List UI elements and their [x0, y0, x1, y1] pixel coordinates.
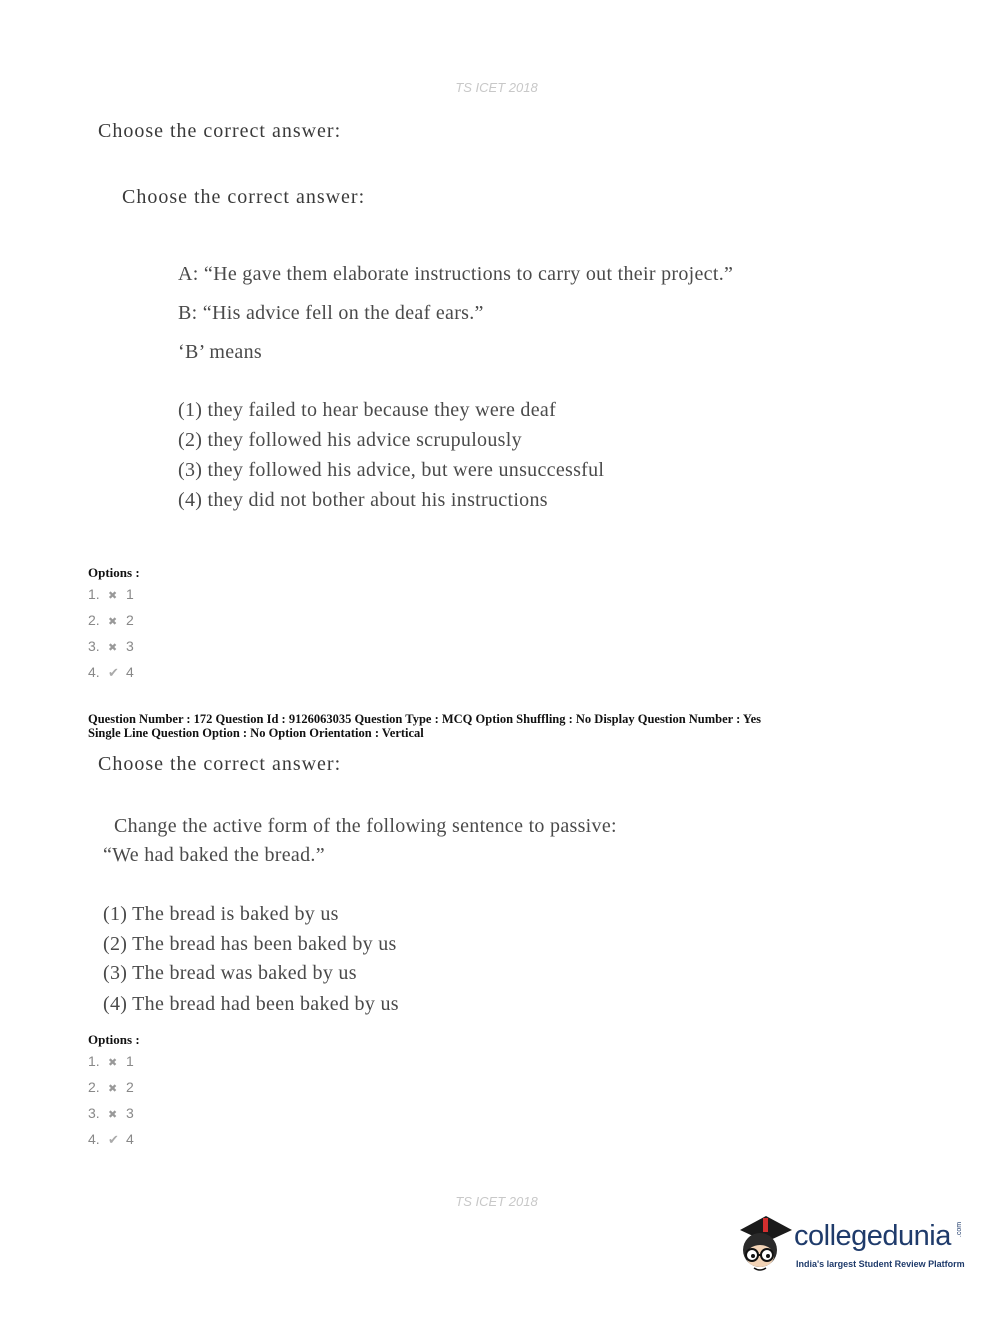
check-icon: ✔: [108, 1132, 119, 1147]
q1-option-2: [88, 610, 134, 630]
option-value: 4: [126, 1131, 134, 1147]
option-number: 3.: [88, 638, 100, 654]
option-number: 2.: [88, 1079, 100, 1095]
option-number: 3.: [88, 1105, 100, 1121]
q2-option-4: [88, 1129, 134, 1149]
q2-meta-line2: Single Line Question Option : No Option Orientation : Vertical: [88, 726, 424, 740]
q2-choice-4: (4) The bread had been baked by us: [103, 993, 399, 1015]
option-number: 1.: [88, 1053, 100, 1069]
q2-choice-3: (3) The bread was baked by us: [103, 962, 357, 984]
q2-option-3: [88, 1103, 134, 1123]
q1-choice-1: (1) they failed to hear because they were deaf: [178, 399, 557, 421]
q1-choice-3: (3) they followed his advice, but were unsuccessful: [178, 459, 605, 481]
option-value: 3: [126, 638, 134, 654]
collegedunia-logo: [736, 1212, 966, 1282]
q1-option-1: [88, 584, 134, 604]
q1-option-4: [88, 662, 134, 682]
option-number: 2.: [88, 612, 100, 628]
cross-icon: ✖: [108, 616, 118, 628]
q1-option-3: [88, 636, 134, 656]
option-number: 1.: [88, 586, 100, 602]
option-value: 2: [126, 1079, 134, 1095]
cross-icon: ✖: [108, 642, 118, 654]
q2-heading: Choose the correct answer:: [98, 753, 342, 775]
option-value: 2: [126, 612, 134, 628]
mascot-icon: [736, 1212, 794, 1282]
q2-option-1: [88, 1051, 134, 1071]
q1-choice-4: (4) they did not bother about his instructions: [178, 489, 548, 511]
q1-options-label: Options :: [88, 565, 140, 580]
q2-stem-sentence: “We had baked the bread.”: [103, 844, 325, 866]
q2-meta-line1: Question Number : 172 Question Id : 9126063035 Question Type : MCQ Option Shuffling : No Display Question Number : Yes: [88, 712, 761, 726]
logo-dotcom: .com: [956, 1221, 964, 1238]
check-icon: ✔: [108, 665, 119, 680]
option-value: 1: [126, 1053, 134, 1069]
option-value: 3: [126, 1105, 134, 1121]
cross-icon: ✖: [108, 1057, 118, 1069]
q1-stem-b: B: “His advice fell on the deaf ears.”: [178, 302, 484, 324]
option-value: 4: [126, 664, 134, 680]
q2-choice-1: (1) The bread is baked by us: [103, 903, 339, 925]
q1-heading-inner: Choose the correct answer:: [122, 186, 366, 208]
q2-options-label: Options :: [88, 1032, 140, 1047]
footer-watermark: TS ICET 2018: [455, 1194, 538, 1209]
header-watermark: TS ICET 2018: [455, 80, 538, 95]
q2-option-2: [88, 1077, 134, 1097]
q1-heading-outer: Choose the correct answer:: [98, 120, 342, 142]
q1-stem-means: ‘B’ means: [178, 341, 262, 363]
q2-choice-2: (2) The bread has been baked by us: [103, 933, 397, 955]
cross-icon: ✖: [108, 590, 118, 602]
q1-stem-a: A: “He gave them elaborate instructions to carry out their project.”: [178, 263, 734, 285]
option-number: 4.: [88, 664, 100, 680]
q1-choice-2: (2) they followed his advice scrupulously: [178, 429, 522, 451]
option-number: 4.: [88, 1131, 100, 1147]
option-value: 1: [126, 586, 134, 602]
logo-tagline: India's largest Student Review Platform: [796, 1259, 965, 1269]
cross-icon: ✖: [108, 1109, 118, 1121]
logo-brand: collegedunia: [794, 1220, 951, 1252]
cross-icon: ✖: [108, 1083, 118, 1095]
q2-stem-instruction: Change the active form of the following sentence to passive:: [114, 815, 617, 837]
